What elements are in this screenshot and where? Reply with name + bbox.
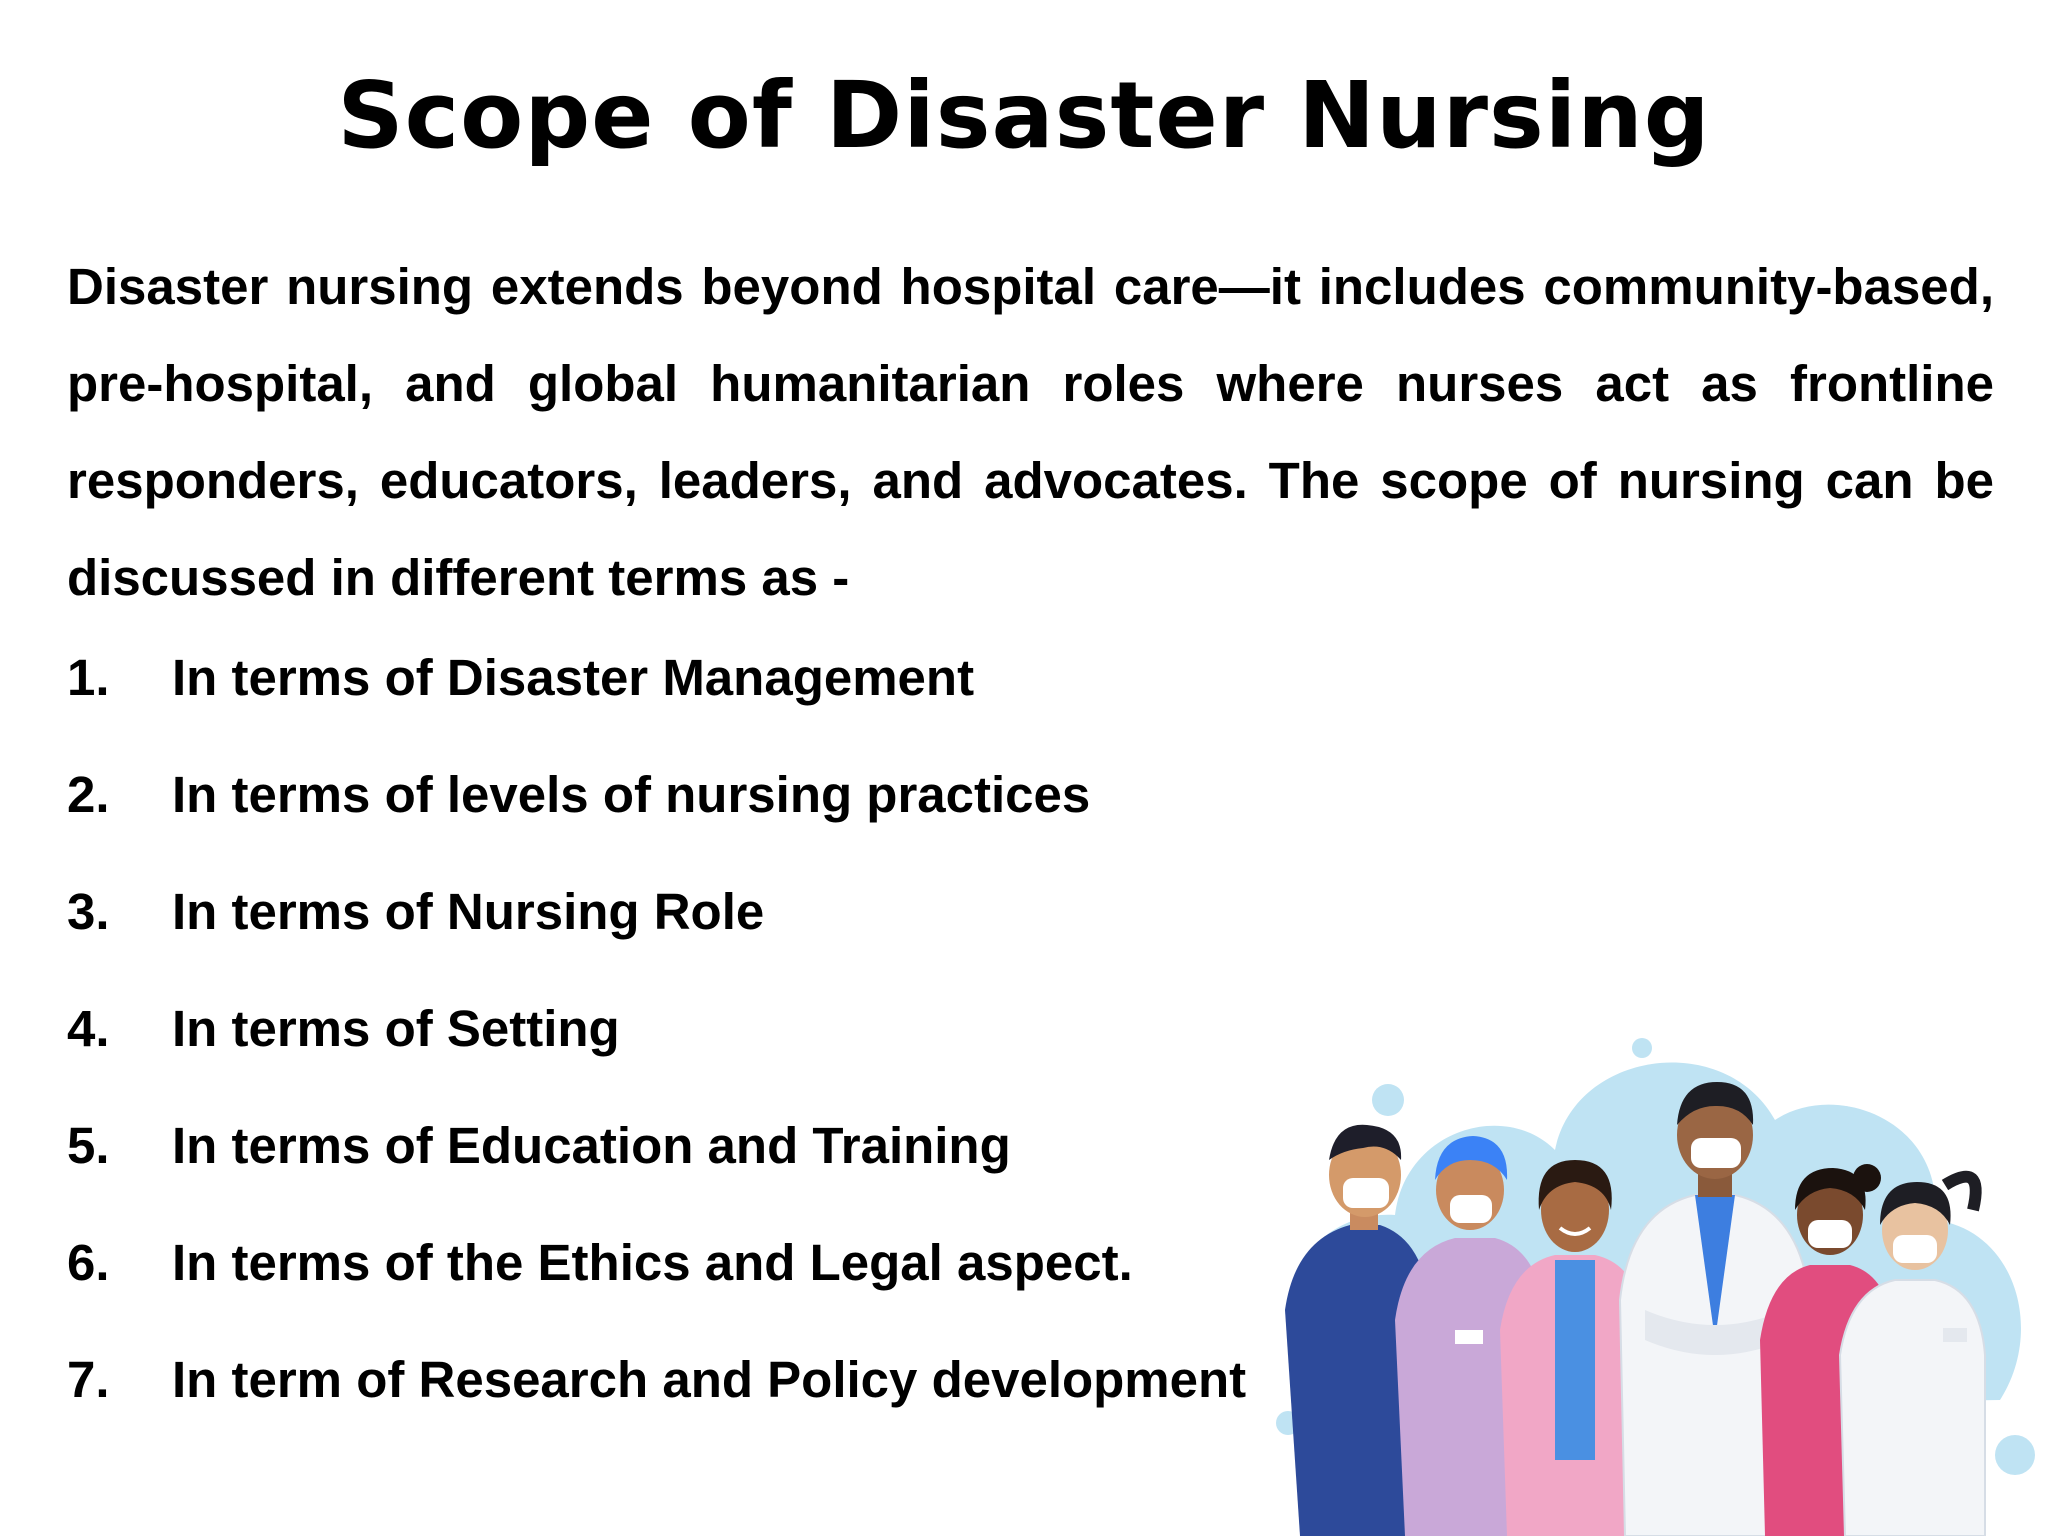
list-item-number: 6. bbox=[67, 1234, 110, 1291]
list-item-text: In terms of Nursing Role bbox=[172, 883, 765, 940]
list-item-number: 5. bbox=[67, 1117, 110, 1174]
healthcare-team-illustration bbox=[1255, 1010, 2048, 1536]
list-item-number: 1. bbox=[67, 649, 110, 706]
list-item-text: In terms of Education and Training bbox=[172, 1117, 1011, 1174]
intro-paragraph: Disaster nursing extends beyond hospital care—it includes community-based, pre-hospital, and global humanitarian roles where nurses act as frontline responders, educators, leaders, and advocates. The scope of nursing can be discussed in different terms as - bbox=[67, 258, 1994, 606]
list-item-number: 7. bbox=[67, 1351, 110, 1408]
list-item-text: In terms of levels of nursing practices bbox=[172, 766, 1091, 823]
list-item-text: In term of Research and Policy development bbox=[172, 1351, 1247, 1408]
slide-title: Scope of Disaster Nursing bbox=[337, 62, 1711, 169]
list-item-number: 2. bbox=[67, 766, 110, 823]
list-item-text: In terms of Disaster Management bbox=[172, 649, 975, 706]
list-item-text: In terms of Setting bbox=[172, 1000, 620, 1057]
list-item-number: 3. bbox=[67, 883, 110, 940]
list-item-number: 4. bbox=[67, 1000, 110, 1057]
healthcare-team-svg bbox=[1255, 1010, 2048, 1536]
list-item-text: In terms of the Ethics and Legal aspect. bbox=[172, 1234, 1133, 1291]
